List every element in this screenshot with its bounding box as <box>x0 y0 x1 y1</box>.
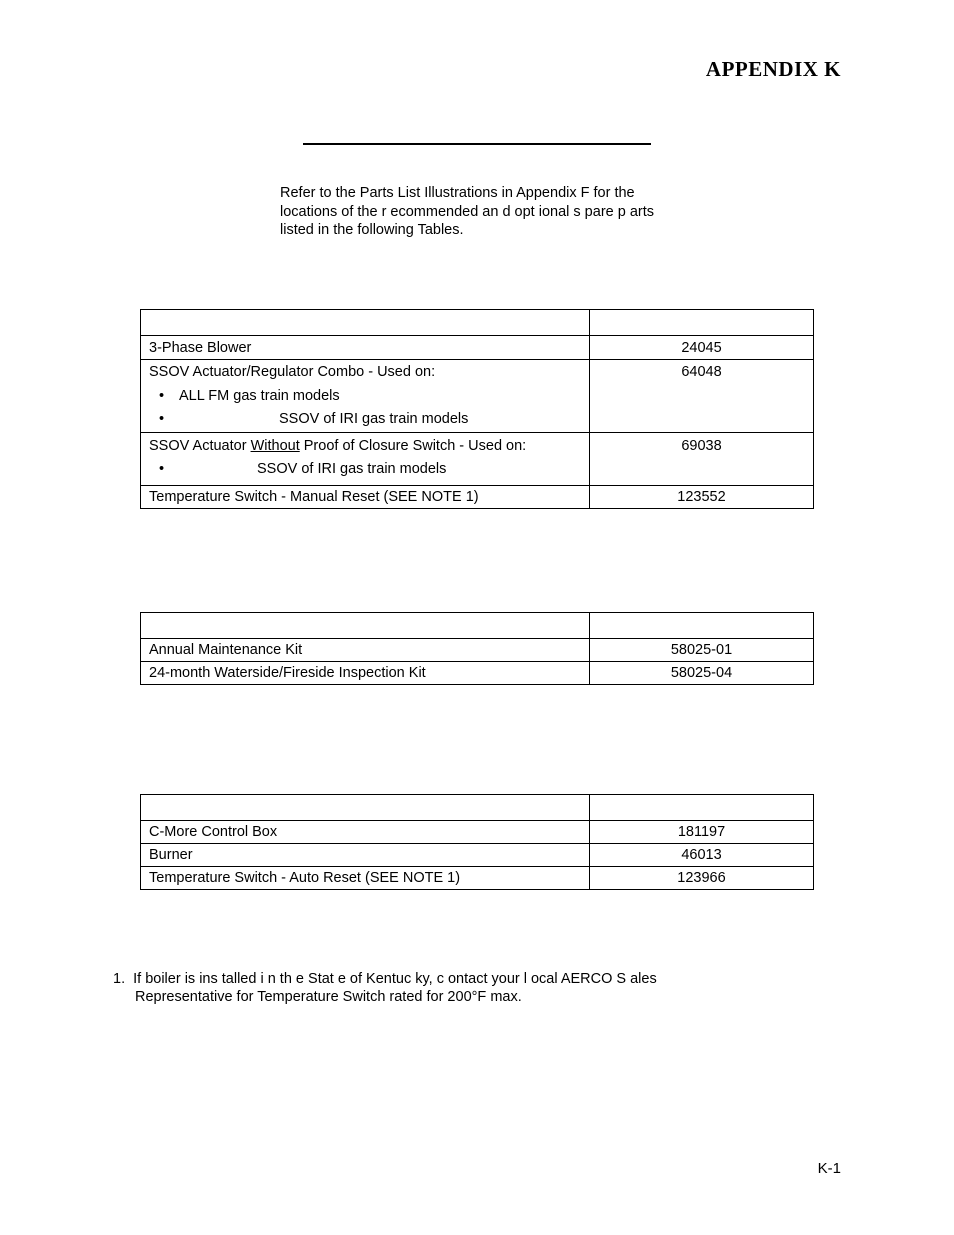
table-header-row <box>141 613 814 639</box>
bullet-text: SSOV of IRI gas train models <box>279 411 469 427</box>
title-rule <box>303 143 651 145</box>
part-number: 69038 <box>590 432 814 485</box>
bullet-item <box>149 458 581 481</box>
part-description: Burner <box>141 844 590 867</box>
footnote-number: 1. <box>113 971 126 987</box>
part-description-text: SSOV Actuator/Regulator Combo - Used on: <box>149 364 436 380</box>
part-number: 24045 <box>590 336 814 360</box>
table-row <box>141 844 814 867</box>
part-number: 64048 <box>590 360 814 433</box>
bullet-icon: • <box>159 387 165 404</box>
parts-table-3 <box>140 794 814 890</box>
header-cell-description <box>141 613 590 639</box>
footnote <box>113 970 833 1006</box>
table-row <box>141 432 814 485</box>
part-description: Temperature Switch - Auto Reset (SEE NOTE 1) <box>141 867 590 890</box>
part-number: 123552 <box>590 485 814 508</box>
intro-line: listed in the following Tables. <box>280 222 464 238</box>
part-description-text <box>149 435 581 458</box>
footnote-line: Representative for Temperature Switch rated for 200°F max. <box>135 989 522 1005</box>
table-row <box>141 867 814 890</box>
appendix-heading: APPENDIX K <box>705 57 841 81</box>
part-number: 181197 <box>590 821 814 844</box>
header-cell-description <box>141 795 590 821</box>
bullet-item <box>149 385 581 409</box>
part-description: 24-month Waterside/Fireside Inspection Kit <box>141 662 590 685</box>
table-header-row <box>141 795 814 821</box>
part-description <box>141 360 590 433</box>
part-description: C-More Control Box <box>141 821 590 844</box>
part-description: Temperature Switch - Manual Reset (SEE NOTE 1) <box>141 485 590 508</box>
bullet-icon: • <box>159 411 165 427</box>
bullet-item <box>149 408 581 432</box>
table-row <box>141 360 814 433</box>
table-row <box>141 485 814 508</box>
parts-table-2 <box>140 612 814 685</box>
footnote-text: If boiler is ins talled i n th e Stat e of Kentuc ky, c ontact your l ocal AERCO S ales <box>133 971 657 987</box>
part-description <box>141 432 590 485</box>
table-row <box>141 662 814 685</box>
table-row <box>141 639 814 662</box>
table-row <box>141 821 814 844</box>
header-cell-part-number <box>590 310 814 336</box>
part-number: 46013 <box>590 844 814 867</box>
desc-text: Proof of Closure Switch - Used on: <box>299 437 527 454</box>
part-description: Annual Maintenance Kit <box>141 639 590 662</box>
parts-table-1 <box>140 309 814 509</box>
header-cell-part-number <box>590 795 814 821</box>
table-row <box>141 336 814 360</box>
table-header-row <box>141 310 814 336</box>
bullet-icon: • <box>159 460 165 477</box>
bullet-text: ALL FM gas train models <box>179 387 340 404</box>
intro-line: locations of the r ecommended an d opt ional s pare p arts <box>280 203 654 220</box>
part-number: 123966 <box>590 867 814 890</box>
page-number: K-1 <box>817 1160 841 1177</box>
part-number: 58025-01 <box>590 639 814 662</box>
desc-text: SSOV Actuator <box>149 437 251 454</box>
header-cell-description <box>141 310 590 336</box>
footnote-line <box>113 970 833 988</box>
intro-line: Refer to the Parts List Illustrations in Appendix F for the <box>280 185 635 201</box>
header-cell-part-number <box>590 613 814 639</box>
desc-underlined-word: Without <box>250 437 300 454</box>
part-description: 3-Phase Blower <box>141 336 590 360</box>
bullet-text: SSOV of IRI gas train models <box>257 460 447 477</box>
intro-paragraph <box>280 184 700 240</box>
part-number: 58025-04 <box>590 662 814 685</box>
